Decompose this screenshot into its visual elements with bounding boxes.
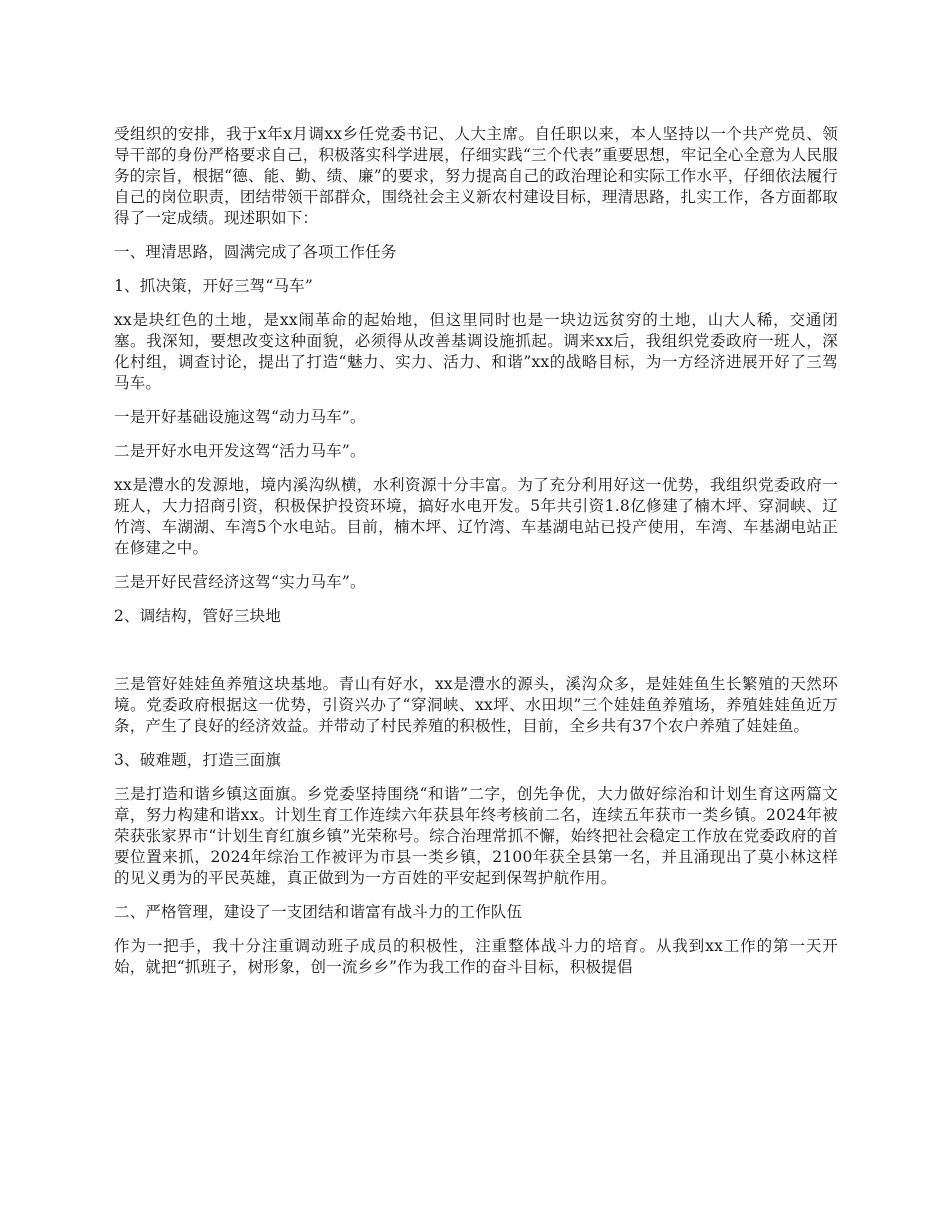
paragraph-hydropower: xx是澧水的发源地，境内溪沟纵横，水利资源十分丰富。为了充分利用好这一优势，我组织党委政府一班人，大力招商引资，积极保护投资环境，搞好水电开发。5年共引资1.8亿修建了楠木坪、穿洞峡、辽竹湾、车湖湖、车湾5个水电站。目前，楠木坪、辽竹湾、车基湖电站已投产使用，车湾、车基湖电站正在修建之中。: [114, 476, 838, 557]
section-heading-1: 一、理清思路，圆满完成了各项工作任务: [114, 243, 397, 261]
intro-paragraph: 受组织的安排，我于x年x月调xx乡任党委书记、人大主席。自任职以来，本人坚持以一个共产党员、领导干部的身份严格要求自己，积极落实科学进展，仔细实践“三个代表”重要思想，牢记全心全意为人民服务的宗旨，根据“德、能、勤、绩、廉”的要求，努力提高自己的政治理论和实际工作水平，仔细依法履行自己的岗位职责，团结带领干部群众，围绕社会主义新农村建设目标，理清思路，扎实工作，各方面都取得了一定成绩。现述职如下：: [114, 125, 838, 227]
paragraph-red-land: xx是块红色的土地，是xx闹革命的起始地，但这里同时也是一块边远贫穷的土地，山大人稀，交通闭塞。我深知，要想改变这种面貌，必须得从改善基调设施抓起。调来xx后，我组织党委政府一班人，深化村组，调查讨论，提出了打造“魅力、实力、活力、和谐”xx的战略目标，为一方经济进展开好了三驾马车。: [114, 311, 838, 392]
document-page: [114, 124, 838, 991]
paragraph-harmony: 三是打造和谐乡镇这面旗。乡党委坚持围绕“和谐”二字，创先争优，大力做好综治和计划生育这两篇文章，努力构建和谐xx。计划生育工作连续六年获县年终考核前二名，连续五年获市一类乡镇。2024年被荣获张家界市“计划生育红旗乡镇”光荣称号。综合治理常抓不懈，始终把社会稳定工作放在党委政府的首要位置来抓，2024年综治工作被评为市县一类乡镇，2100年获全县第一名，并且涌现出了莫小林这样的见义勇为的平民英雄，真正做到为一方百姓的平安起到保驾护航作用。: [114, 785, 838, 887]
blank-gap: [114, 640, 838, 674]
paragraph-team: 作为一把手，我十分注重调动班子成员的积极性，注重整体战斗力的培育。从我到xx工作的第一天开始，就把“抓班子，树形象，创一流乡乡”作为我工作的奋斗目标，积极提倡: [114, 937, 838, 976]
paragraph-salamander: 三是管好娃娃鱼养殖这块基地。青山有好水，xx是澧水的源头，溪沟众多，是娃娃鱼生长繁殖的天然环境。党委政府根据这一优势，引资兴办了“穿洞峡、xx坪、水田坝”三个娃娃鱼养殖场，养殖娃娃鱼近万条，产生了良好的经济效益。并带动了村民养殖的积极性，目前，全乡共有37个农户养殖了娃娃鱼。: [114, 675, 838, 735]
item-hydropower: 二是开好水电开发这驾“活力马车”。: [114, 442, 366, 460]
section-heading-2: 二、严格管理，建设了一支团结和谐富有战斗力的工作队伍: [114, 903, 523, 921]
subheading-1: 1、抓决策，开好三驾“马车”: [114, 277, 314, 295]
item-infrastructure: 一是开好基础设施这驾“动力马车”。: [114, 408, 366, 426]
item-private-economy: 三是开好民营经济这驾“实力马车”。: [114, 573, 366, 591]
subheading-3: 3、破难题，打造三面旗: [114, 751, 282, 769]
subheading-2: 2、调结构，管好三块地: [114, 607, 282, 625]
